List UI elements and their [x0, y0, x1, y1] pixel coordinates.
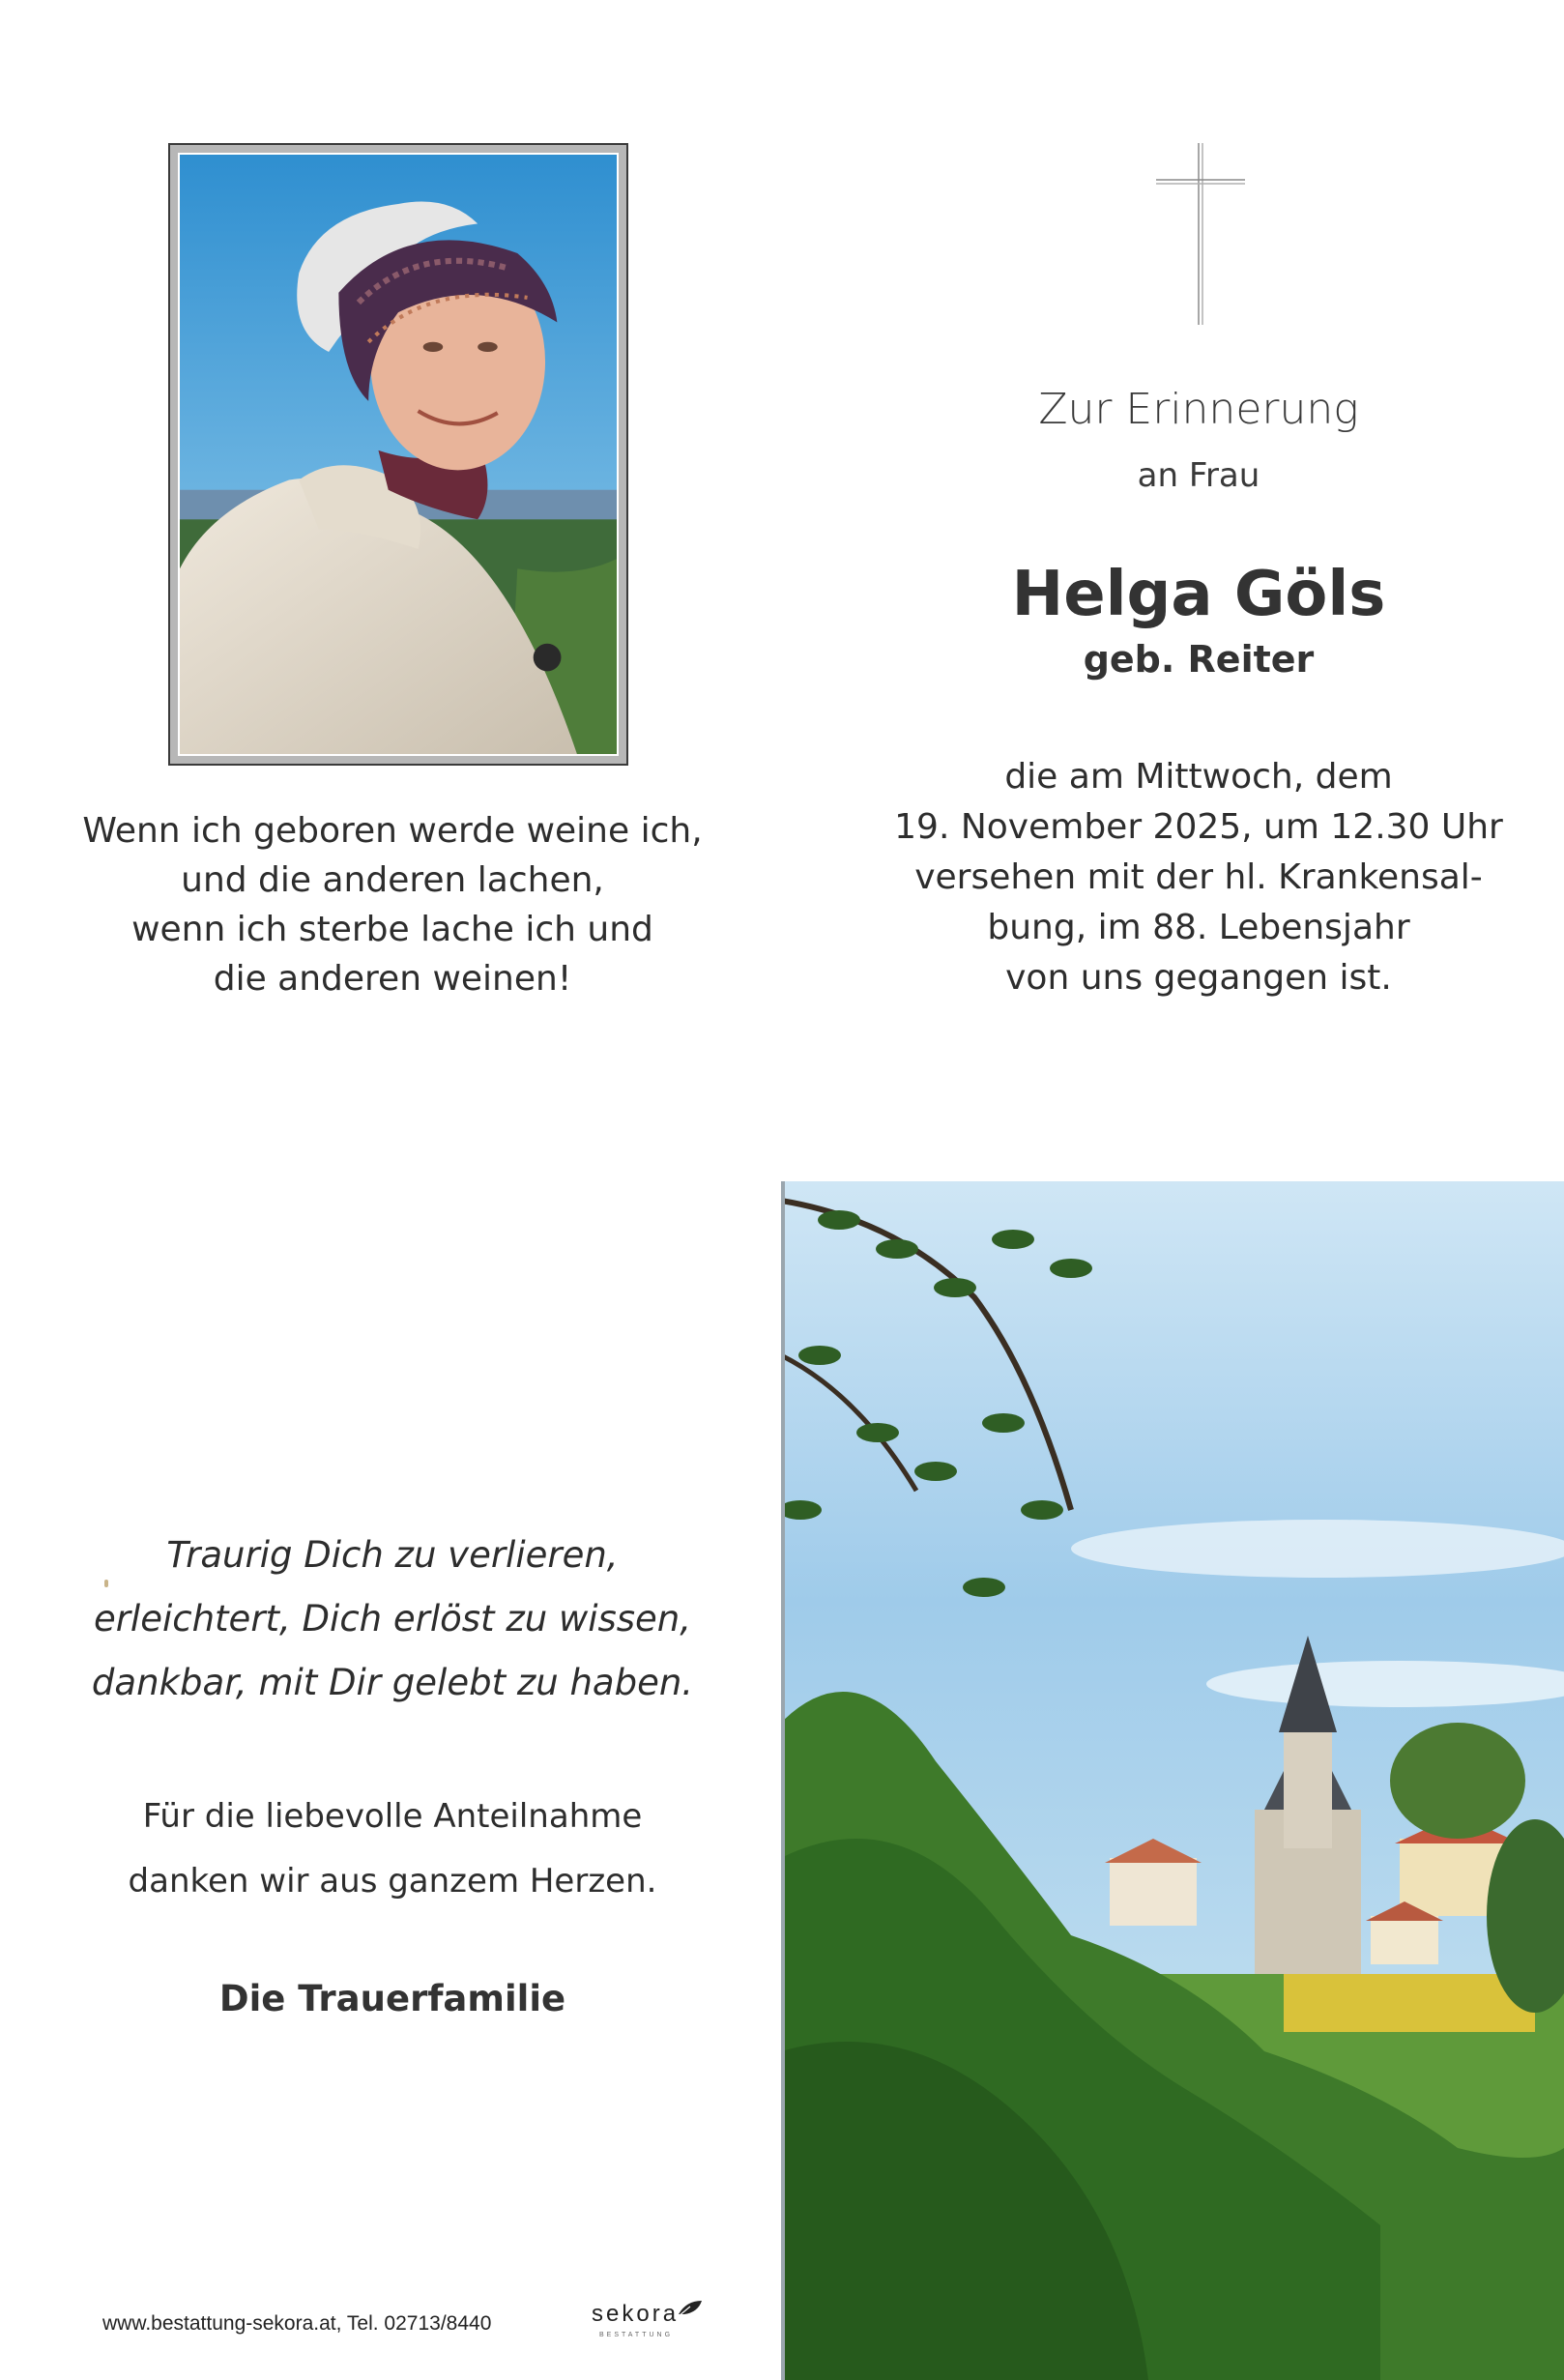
thanks-text — [54, 1785, 731, 1914]
sekora-logo-subtext: BESTATTUNG — [599, 2332, 674, 2338]
signature: Die Trauerfamilie — [218, 1978, 566, 2019]
portrait-photo — [178, 153, 619, 756]
quote-line: Wenn ich geboren werde weine ich, — [82, 811, 703, 851]
maiden-name: geb. Reiter — [1083, 638, 1315, 681]
deceased-name: Helga Göls — [1011, 559, 1386, 630]
thanks-line: Für die liebevolle Anteilnahme — [142, 1797, 643, 1836]
quote-top — [54, 806, 731, 1003]
leaf-icon — [677, 2299, 704, 2318]
quote-line: erleichtert, Dich erlöst zu wissen, — [93, 1598, 692, 1640]
death-notice-line: bung, im 88. Lebensjahr — [987, 908, 1410, 947]
portrait-frame — [168, 143, 628, 766]
quote-line: wenn ich sterbe lache ich und — [131, 910, 653, 949]
cross-icon — [1154, 141, 1247, 327]
death-notice — [851, 752, 1547, 1003]
quote-line: und die anderen lachen, — [181, 860, 604, 900]
sekora-logo-text: sekora — [592, 2301, 680, 2327]
salutation: an Frau — [1137, 456, 1260, 495]
remembrance-heading: Zur Erinnerung — [1038, 385, 1359, 434]
footer-contact: www.bestattung-sekora.at, Tel. 02713/8440 — [102, 2312, 492, 2335]
death-notice-line: versehen mit der hl. Krankensal- — [914, 857, 1483, 897]
landscape-photo — [781, 1181, 1564, 2380]
death-notice-line: die am Mittwoch, dem — [1004, 757, 1393, 797]
quote-line: dankbar, mit Dir gelebt zu haben. — [91, 1662, 694, 1703]
thanks-line: danken wir aus ganzem Herzen. — [128, 1862, 657, 1901]
quote-line: Traurig Dich zu verlieren, — [166, 1534, 619, 1576]
death-notice-line: 19. November 2025, um 12.30 Uhr — [894, 807, 1503, 847]
quote-bottom — [54, 1524, 731, 1715]
quote-line: die anderen weinen! — [213, 959, 572, 999]
death-notice-line: von uns gegangen ist. — [1005, 958, 1392, 998]
